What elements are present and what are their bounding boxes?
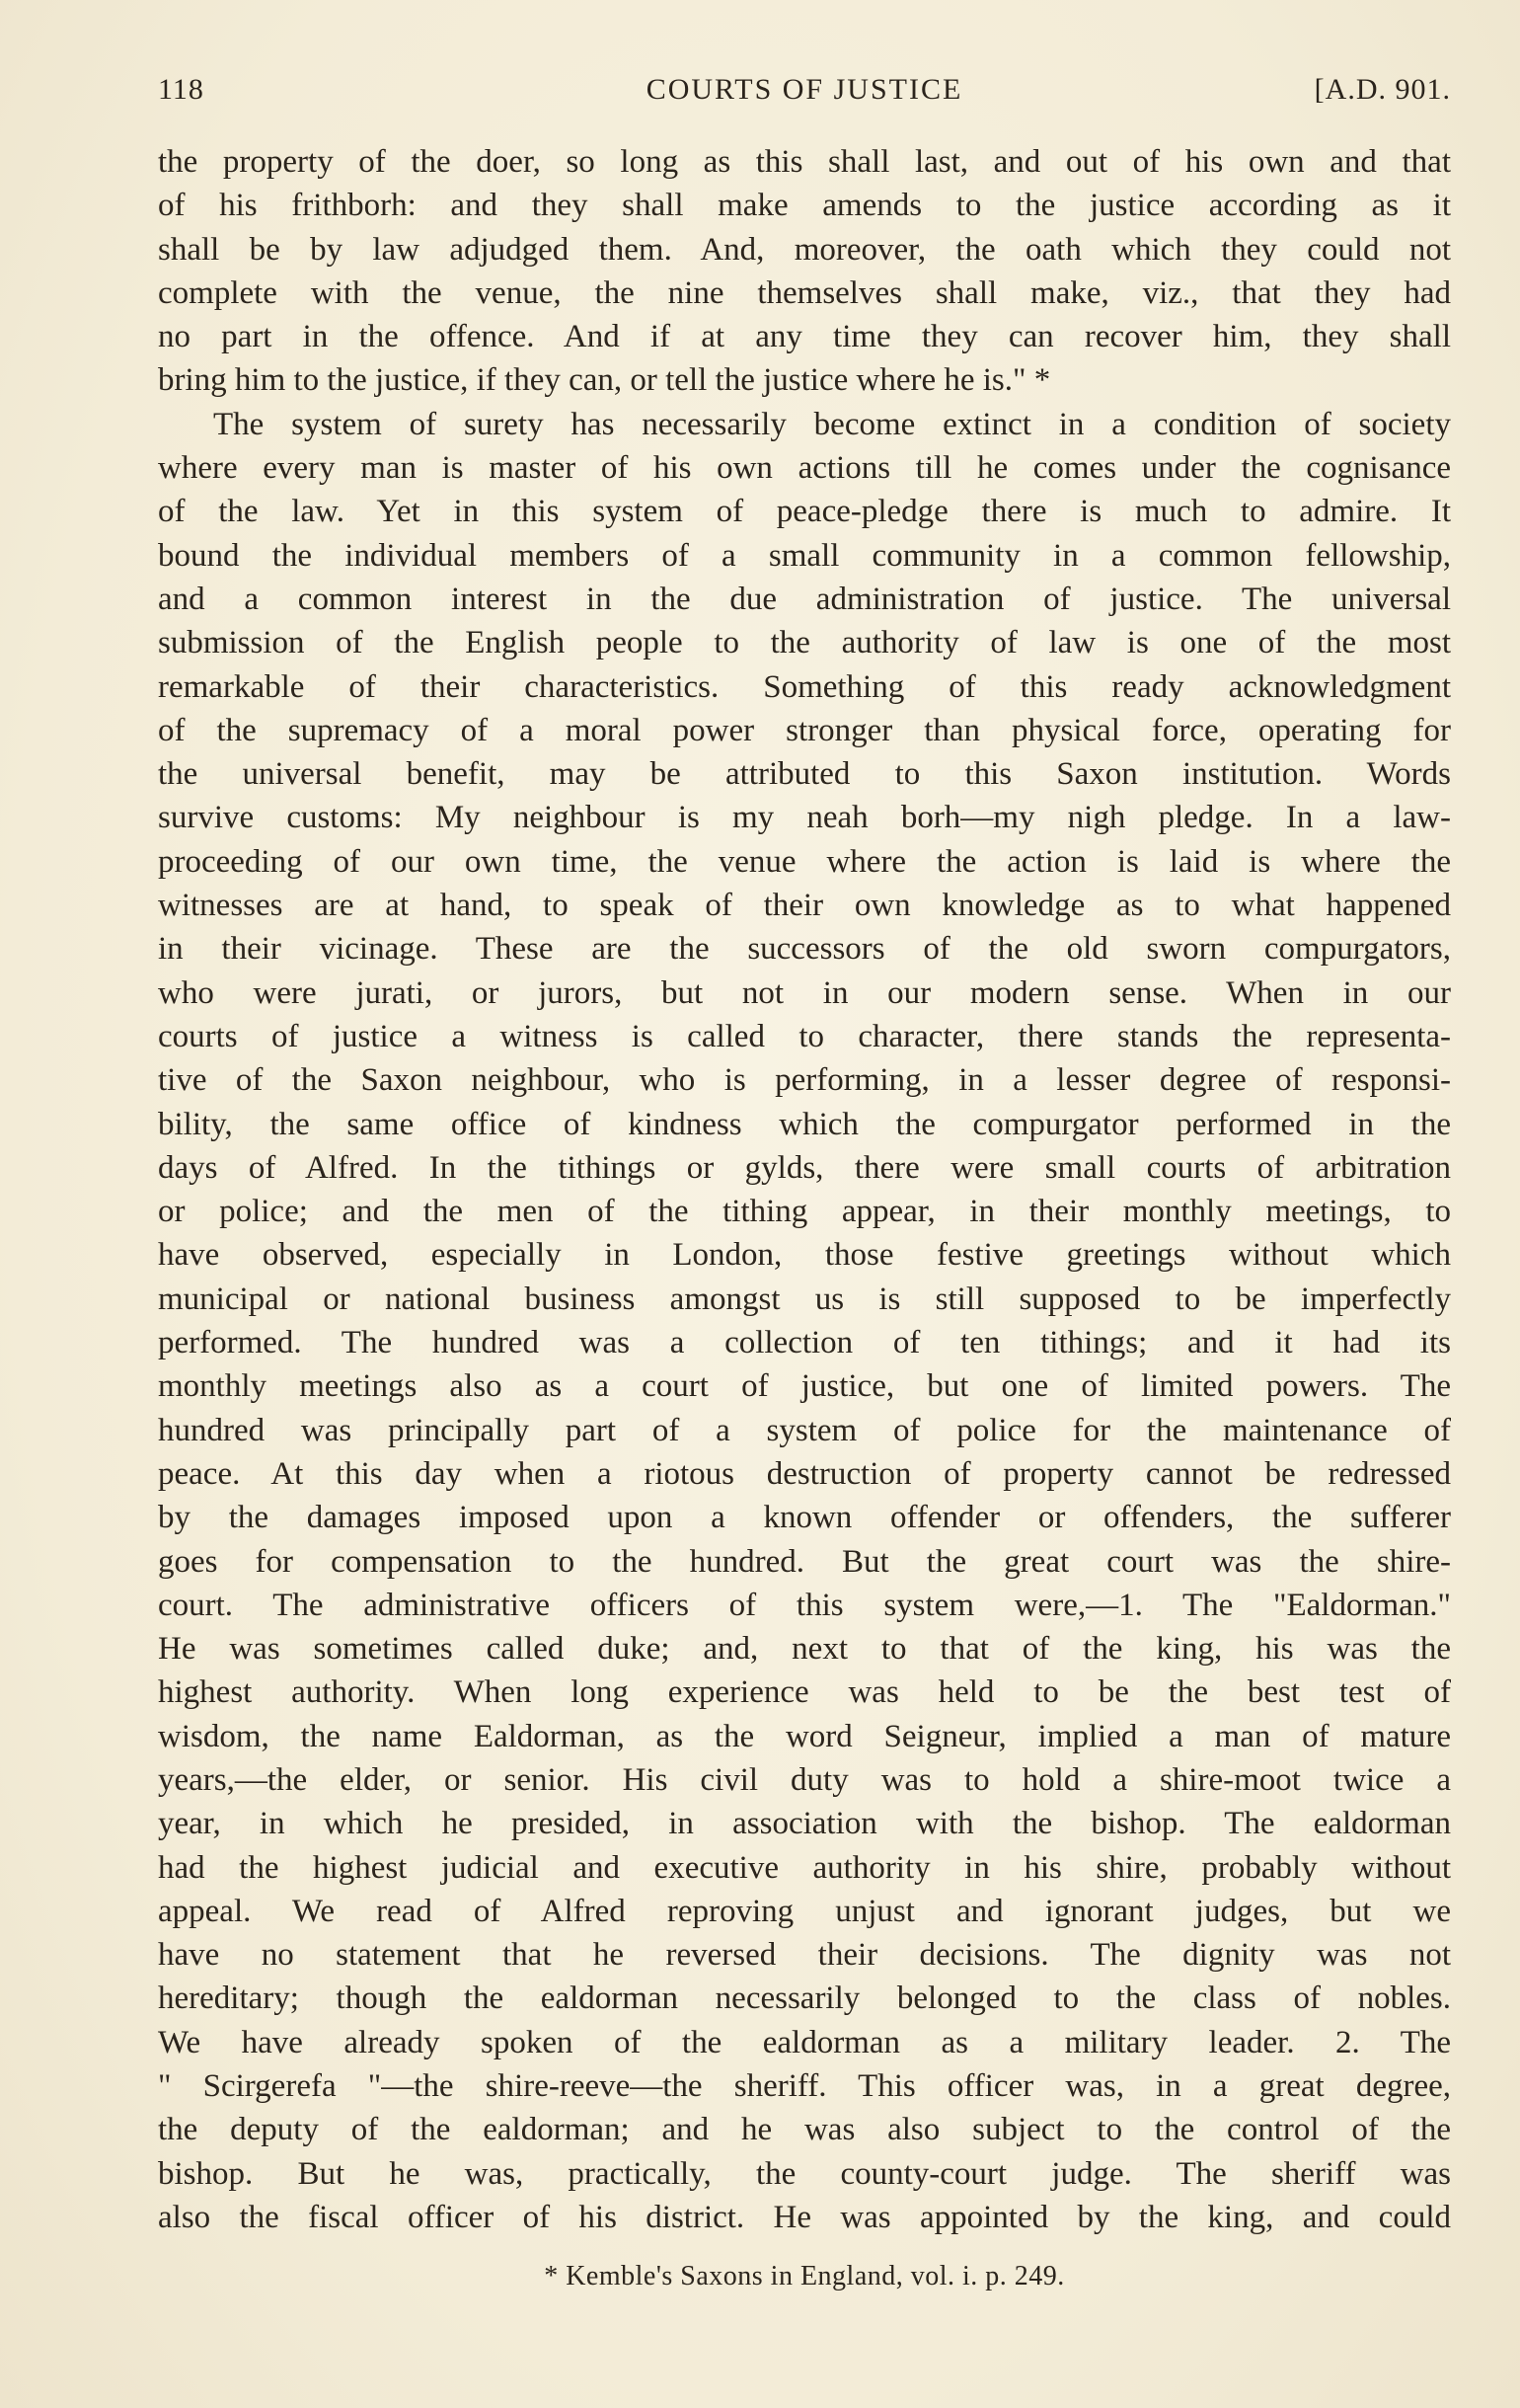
text-line: monthly meetings also as a court of justice, but one of limited powers. The: [158, 1368, 1451, 1405]
text-line: year, in which he presided, in association with the bishop. The ealdorman: [158, 1806, 1451, 1842]
date-mark: [A.D. 901.: [1314, 73, 1451, 106]
text-line: proceeding of our own time, the venue where the action is laid is where the: [158, 843, 1451, 880]
text-line: in their vicinage. These are the successors of the old sworn compurgators,: [158, 931, 1451, 968]
text-line: peace. At this day when a riotous destruction of property cannot be redressed: [158, 1455, 1451, 1492]
text-line: survive customs: My neighbour is my neah borh—my nigh pledge. In a law-: [158, 800, 1451, 836]
text-line: hereditary; though the ealdorman necessarily belonged to the class of nobles.: [158, 1981, 1451, 2017]
text-line: the universal benefit, may be attributed to this Saxon institution. Words: [158, 756, 1451, 793]
text-line: years,—the elder, or senior. His civil duty was to hold a shire-moot twice a: [158, 1761, 1451, 1798]
text-line: and a common interest in the due administration of justice. The universal: [158, 581, 1451, 617]
text-line: days of Alfred. In the tithings or gylds, there were small courts of arbitration: [158, 1149, 1451, 1186]
text-line: " Scirgerefa "—the shire-reeve—the sheriff. This officer was, in a great degree,: [158, 2068, 1451, 2105]
running-title: COURTS OF JUSTICE: [646, 73, 963, 106]
text-line: complete with the venue, the nine themselves shall make, viz., that they had: [158, 274, 1451, 311]
footnote: * Kemble's Saxons in England, vol. i. p. 249.: [544, 2261, 1065, 2291]
text-line: where every man is master of his own actions till he comes under the cognisance: [158, 450, 1451, 487]
text-line: had the highest judicial and executive authority in his shire, probably without: [158, 1849, 1451, 1886]
text-line: or police; and the men of the tithing appear, in their monthly meetings, to: [158, 1194, 1451, 1230]
text-line: wisdom, the name Ealdorman, as the word Seigneur, implied a man of mature: [158, 1718, 1451, 1754]
text-line: also the fiscal officer of his district. He was appointed by the king, and could: [158, 2199, 1451, 2235]
text-line: remarkable of their characteristics. Something of this ready acknowledgment: [158, 668, 1451, 705]
text-line: courts of justice a witness is called to character, there stands the representa-: [158, 1018, 1451, 1054]
text-line: submission of the English people to the authority of law is one of the most: [158, 625, 1451, 661]
page-header: [158, 73, 1451, 117]
text-line: of the supremacy of a moral power stronger than physical force, operating for: [158, 712, 1451, 748]
text-line: court. The administrative officers of this system were,—1. The "Ealdorman.": [158, 1587, 1451, 1623]
text-line: tive of the Saxon neighbour, who is performing, in a lesser degree of responsi-: [158, 1062, 1451, 1099]
text-line: We have already spoken of the ealdorman as a military leader. 2. The: [158, 2024, 1451, 2060]
text-line: by the damages imposed upon a known offender or offenders, the sufferer: [158, 1500, 1451, 1536]
text-line: have no statement that he reversed their decisions. The dignity was not: [158, 1937, 1451, 1974]
text-line: hundred was principally part of a system of police for the maintenance of: [158, 1412, 1451, 1448]
text-line: He was sometimes called duke; and, next to that of the king, his was the: [158, 1631, 1451, 1668]
text-line: highest authority. When long experience was held to be the best test of: [158, 1674, 1451, 1711]
text-line: municipal or national business amongst us is still supposed to be imperfectly: [158, 1281, 1451, 1317]
text-line: of the law. Yet in this system of peace-pledge there is much to admire. It: [158, 494, 1451, 530]
text-line: shall be by law adjudged them. And, moreover, the oath which they could not: [158, 231, 1451, 268]
text-line: who were jurati, or jurors, but not in our modern sense. When in our: [158, 974, 1451, 1011]
text-line: goes for compensation to the hundred. But the great court was the shire-: [158, 1543, 1451, 1580]
text-line: the property of the doer, so long as this shall last, and out of his own and that: [158, 144, 1451, 180]
text-line: bility, the same office of kindness which the compurgator performed in the: [158, 1106, 1451, 1142]
text-line: appeal. We read of Alfred reproving unjust and ignorant judges, but we: [158, 1893, 1451, 1929]
page-number: 118: [158, 73, 204, 106]
body-text: [158, 140, 1451, 2239]
text-line: witnesses are at hand, to speak of their own knowledge as to what happened: [158, 888, 1451, 924]
text-line: performed. The hundred was a collection of ten tithings; and it had its: [158, 1325, 1451, 1361]
text-line: bishop. But he was, practically, the county-court judge. The sheriff was: [158, 2155, 1451, 2192]
text-line: bring him to the justice, if they can, or tell the justice where he is." *: [158, 362, 1051, 399]
text-line: no part in the offence. And if at any time they can recover him, they shall: [158, 319, 1451, 355]
text-line: the deputy of the ealdorman; and he was also subject to the control of the: [158, 2112, 1451, 2148]
text-line: The system of surety has necessarily become extinct in a condition of society: [213, 406, 1451, 442]
text-line: have observed, especially in London, those festive greetings without which: [158, 1237, 1451, 1274]
text-line: bound the individual members of a small community in a common fellowship,: [158, 537, 1451, 574]
text-line: of his frithborh: and they shall make amends to the justice according as it: [158, 188, 1451, 224]
